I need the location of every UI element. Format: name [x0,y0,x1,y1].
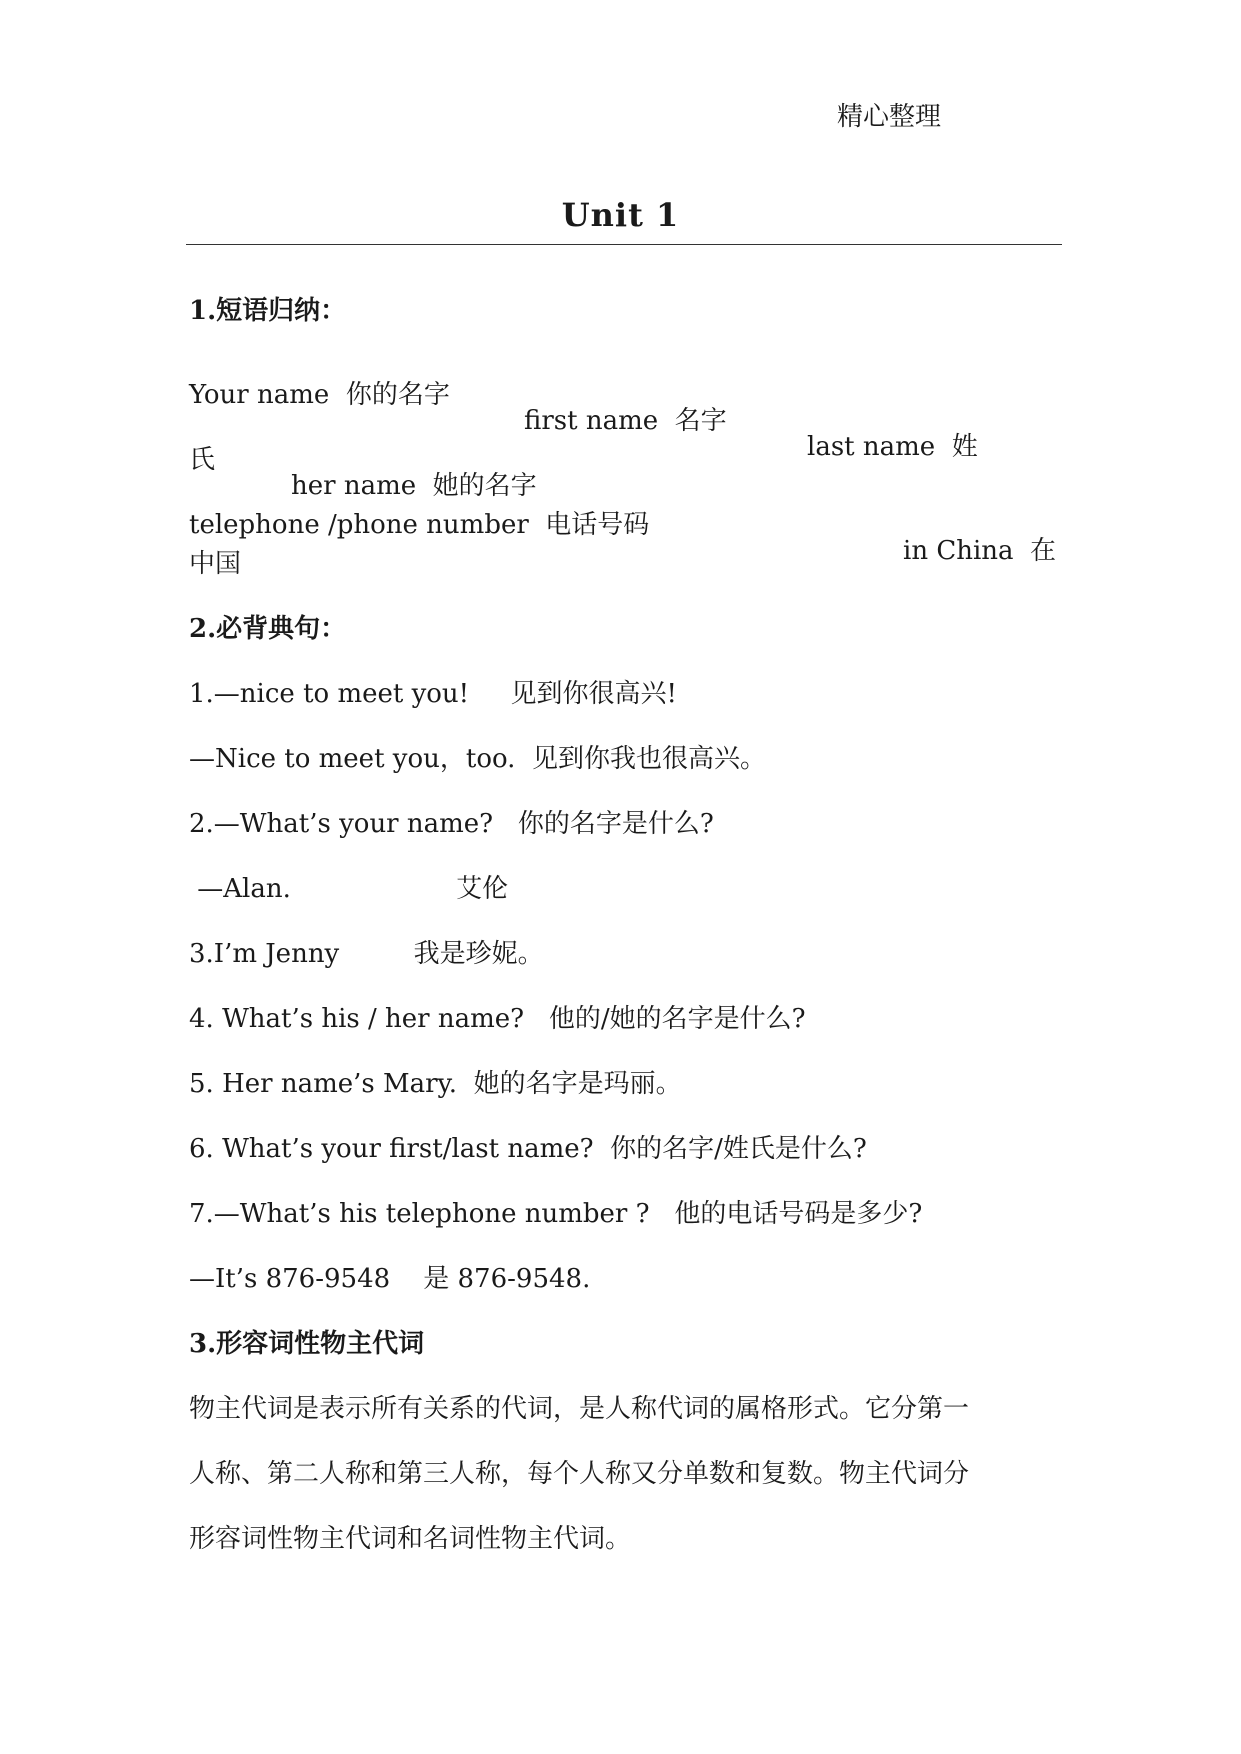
phrase-item: Your name 你的名字 [189,380,450,410]
sentence-line: 3.I’m Jenny 我是珍妮。 [189,939,544,969]
sentence-line: —Nice to meet you，too. 见到你我也很高兴。 [189,744,766,774]
phrase-item: in China 在 [903,536,1057,566]
paragraph-line: 形容词性物主代词和名词性物主代词。 [189,1524,632,1554]
phrase-item: first name 名字 [524,406,727,436]
sentence-line: 1.—nice to meet you! 见到你很高兴! [189,679,677,709]
paragraph-line: 人称、第二人称和第三人称，每个人称又分单数和复数。物主代词分 [189,1459,970,1489]
sentence-line: —Alan. 艾伦 [189,874,509,904]
sentence-line: 5. Her name’s Mary. 她的名字是玛丽。 [189,1069,682,1099]
sentence-line: 2.—What’s your name? 你的名字是什么? [189,809,714,839]
section-heading-sentences: 2.必背典句： [189,614,347,644]
sentence-line: 6. What’s your first/last name? 你的名字/姓氏是什么? [189,1134,867,1164]
phrase-item: her name 她的名字 [291,471,537,501]
paragraph-line: 物主代词是表示所有关系的代词，是人称代词的属格形式。它分第一 [189,1394,970,1424]
document-title: Unit 1 [561,196,680,234]
phrase-item: 氏 [189,445,216,475]
phrase-item: telephone /phone number 电话号码 [189,510,650,540]
header-note: 精心整理 [836,102,941,132]
sentence-line: —It’s 876-9548 是 876-9548. [189,1264,591,1294]
phrase-item: last name 姓 [807,432,978,462]
section-heading-pronouns: 3.形容词性物主代词 [189,1329,425,1359]
section-heading-phrases: 1.短语归纳： [189,296,347,326]
phrase-row-1 [189,356,1069,462]
phrase-row-4: 中国 [189,549,242,579]
phrase-row-2 [189,421,1069,501]
title-underline [186,244,1062,245]
sentence-line: 4. What’s his / her name? 他的/她的名字是什么? [189,1004,806,1034]
sentence-line: 7.—What’s his telephone number ? 他的电话号码是多少? [189,1199,923,1229]
